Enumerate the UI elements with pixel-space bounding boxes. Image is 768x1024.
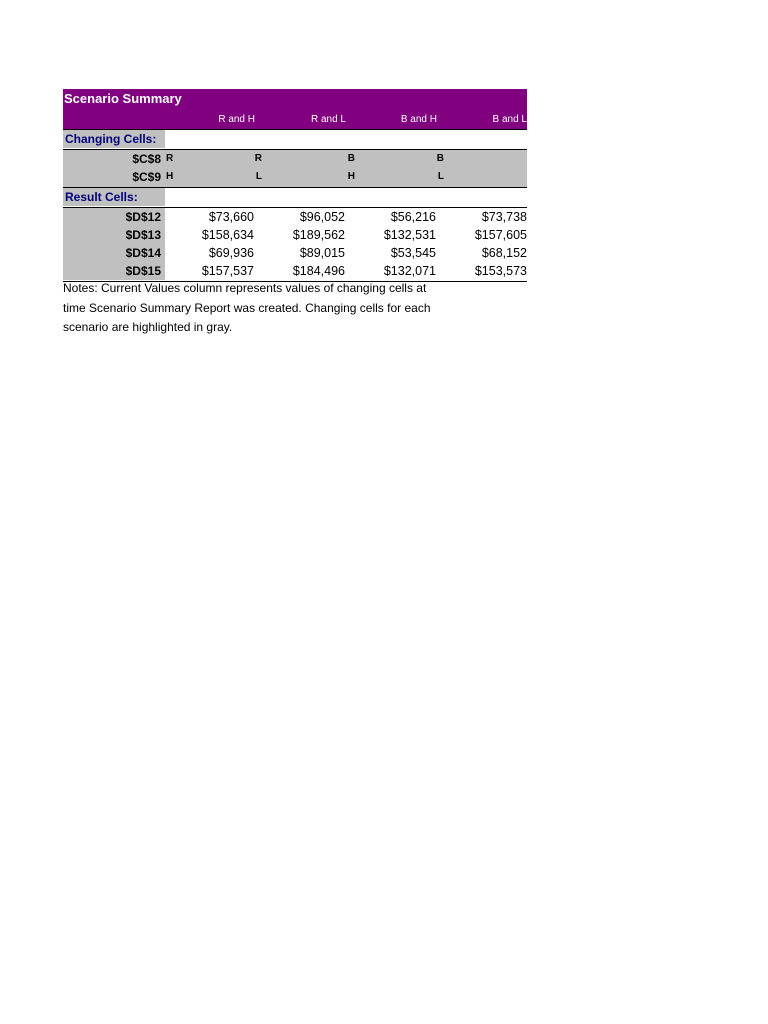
table-row — [63, 150, 527, 168]
result-value: $73,660 — [208, 210, 254, 224]
scenario-value: H — [347, 171, 355, 182]
scenario-value — [437, 168, 527, 186]
column-header: B and L — [492, 114, 527, 125]
table-row — [63, 208, 527, 226]
table-row — [63, 244, 527, 262]
result-value: $132,071 — [383, 264, 436, 278]
result-value: $157,537 — [201, 264, 254, 278]
cell-reference: $C$8 — [63, 150, 165, 168]
result-value: $132,531 — [383, 228, 436, 242]
scenario-value — [437, 150, 527, 168]
cell-reference: $D$12 — [63, 208, 165, 226]
notes-line: Notes: Current Values column represents values of changing cells at — [63, 281, 427, 295]
current-value: H — [166, 171, 174, 182]
table-row — [63, 226, 527, 244]
scenario-value: L — [255, 171, 262, 182]
notes-text — [63, 279, 463, 338]
result-value: $73,738 — [481, 210, 527, 224]
result-value: $158,634 — [201, 228, 254, 242]
cell-reference: $C$9 — [63, 168, 165, 186]
scenario-value: R — [254, 153, 262, 164]
result-value: $157,605 — [474, 228, 527, 242]
result-value: $89,015 — [299, 246, 345, 260]
cell-reference: $D$14 — [63, 244, 165, 262]
table-title: Scenario Summary — [64, 91, 182, 106]
result-value: $53,545 — [390, 246, 436, 260]
result-value: $68,152 — [481, 246, 527, 260]
scenario-summary-table — [63, 89, 527, 282]
result-value: $56,216 — [390, 210, 436, 224]
table-row — [63, 168, 527, 188]
column-header: B and H — [400, 114, 437, 125]
scenario-value: B — [436, 153, 444, 164]
cell-reference: $D$15 — [63, 262, 165, 280]
changing-cells-section — [63, 130, 527, 150]
result-cells-section — [63, 188, 527, 208]
scenario-value: B — [347, 153, 355, 164]
title-row — [63, 89, 527, 109]
changing-cells-label: Changing Cells: — [63, 130, 165, 148]
scenario-value: L — [437, 171, 444, 182]
column-header: R and L — [310, 114, 346, 125]
notes-line: time Scenario Summary Report was created. Changing cells for each — [63, 300, 431, 315]
result-value: $153,573 — [474, 264, 527, 278]
cell-reference: $D$13 — [63, 226, 165, 244]
column-header: R and H — [218, 114, 255, 125]
result-value: $189,562 — [292, 228, 345, 242]
result-value: $184,496 — [292, 264, 345, 278]
current-value: R — [166, 153, 174, 164]
result-cells-label: Result Cells: — [63, 188, 165, 206]
column-header-row — [63, 109, 527, 130]
notes-line: scenario are highlighted in gray. — [63, 320, 233, 334]
result-value: $69,936 — [208, 246, 254, 260]
result-value: $96,052 — [299, 210, 345, 224]
